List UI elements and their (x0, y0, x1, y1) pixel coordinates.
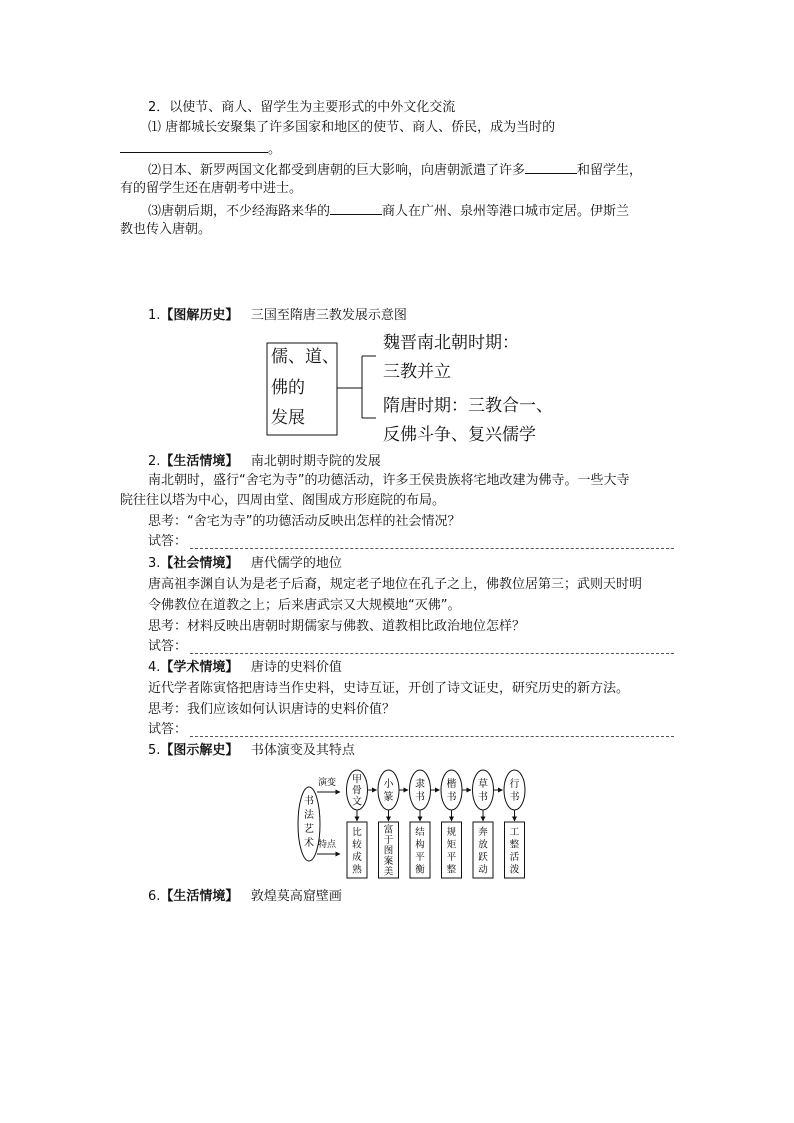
item-6-heading (148, 888, 342, 906)
item-3-text-2: 令佛教位在道教之上；后来唐武宗又大规模地“灭佛”。 (148, 598, 461, 613)
feature-char: 美 (383, 866, 394, 878)
paragraph-3-text-a: ⑶唐朝后期，不少经海路来华的 (148, 204, 331, 219)
diagram-branch-3: 隋唐时期：三教合一、 (383, 396, 553, 416)
item-number: 6. (148, 889, 161, 904)
feature-char: 熟 (352, 864, 362, 876)
feature-char: 成 (352, 851, 362, 863)
script-char: 书 (415, 792, 425, 803)
item-2-text-1: 南北朝时，盛行“舍宅为寺”的功德活动，许多王侯贵族将宅地改建为佛寺。一些大寺 (148, 473, 630, 488)
script-char: 书 (446, 792, 457, 803)
fill-blank[interactable] (330, 201, 382, 215)
feature-char: 较 (352, 839, 362, 851)
item-tag: 【图示解史】 (160, 743, 239, 758)
script-char: 文 (352, 796, 362, 808)
feature-char: 奔 (478, 826, 488, 838)
item-tag: 【社会情境】 (160, 556, 239, 571)
feature-char: 于 (383, 835, 394, 846)
diagram-box-line-1: 儒、道、 (271, 347, 339, 367)
diagram-branch-1: 魏晋南北朝时期： (383, 333, 519, 353)
feature-char: 动 (478, 864, 488, 876)
paragraph-3-text-b: 商人在广州、泉州等港口城市定居。伊斯兰 (382, 204, 630, 219)
script-node (473, 770, 494, 810)
item-tag: 【学术情境】 (160, 660, 239, 675)
script-char: 隶 (415, 779, 425, 790)
paragraph-3-line-2: 教也传入唐朝。 (120, 222, 212, 237)
item-2-question: 思考：“舍宅为寺”的功德活动反映出怎样的社会情况？ (148, 514, 461, 529)
item-5-heading (148, 742, 355, 760)
item-title: 三国至隋唐三教发展示意图 (250, 308, 407, 323)
item-2-answer-label: 试答： (148, 534, 188, 549)
item-4-answer-label: 试答： (148, 722, 188, 737)
answer-line[interactable] (190, 653, 674, 654)
feature-char: 整 (446, 864, 457, 876)
script-node (410, 770, 431, 810)
paragraph-2-text-b: 和留学生， (577, 163, 643, 178)
paragraph-2-text-a: ⑵日本、新罗两国文化都受到唐朝的巨大影响，向唐朝派遣了许多 (148, 163, 526, 178)
feature-char: 平 (415, 851, 425, 863)
feature-char: 矩 (446, 839, 457, 851)
feature-char: 工 (509, 826, 520, 838)
item-title: 南北朝时期寺院的发展 (250, 454, 381, 469)
item-2-heading (148, 453, 381, 471)
item-3-answer-label: 试答： (148, 639, 188, 654)
feature-char: 比 (352, 826, 362, 838)
diagram-branch-2: 三教并立 (383, 362, 451, 382)
paragraph-1-line-1: ⑴ 唐都城长安聚集了许多国家和地区的使节、商人、侨民，成为当时的 (148, 120, 556, 135)
paragraph-1-line-2 (120, 139, 281, 159)
item-2-text-2: 院往往以塔为中心，四周由堂、阁围成方形庭院的布局。 (120, 493, 446, 508)
item-number: 3. (148, 556, 161, 571)
paragraph-2-line-1 (148, 160, 642, 180)
root-char: 术 (304, 838, 314, 849)
diagram-box-line-2: 佛的 (271, 378, 305, 398)
script-char: 行 (509, 779, 520, 790)
item-tag: 【生活情境】 (160, 454, 239, 469)
feature-char: 结 (415, 826, 425, 838)
script-node (441, 770, 462, 810)
evolve-label: 演变 (318, 778, 337, 788)
feature-char: 构 (415, 839, 425, 851)
script-char: 楷 (446, 779, 457, 790)
item-title: 唐代儒学的地位 (250, 556, 342, 571)
feature-char: 泼 (509, 864, 520, 876)
script-node (504, 770, 525, 810)
feature-label: 特点 (318, 840, 337, 850)
script-char: 书 (478, 792, 488, 803)
script-char: 篆 (383, 792, 394, 803)
feature-char: 衡 (415, 864, 425, 876)
item-tag: 【图解历史】 (160, 308, 239, 323)
item-4-question: 思考：我们应该如何认识唐诗的史料价值？ (148, 702, 396, 717)
fill-blank[interactable] (120, 139, 268, 153)
feature-char: 图 (383, 845, 394, 857)
item-number: 4. (148, 660, 161, 675)
feature-char: 富 (383, 824, 394, 836)
feature-char: 平 (446, 851, 457, 863)
script-char: 甲 (352, 774, 362, 786)
section-heading: 2．以使节、商人、留学生为主要形式的中外文化交流 (148, 100, 456, 115)
item-title: 唐诗的史料价值 (250, 660, 342, 675)
paragraph-3-line-1 (148, 201, 629, 221)
item-title: 书体演变及其特点 (250, 743, 355, 758)
item-tag: 【生活情境】 (160, 889, 239, 904)
item-4-heading (148, 659, 342, 677)
calligraphy-evolution-diagram (290, 764, 530, 882)
period-text: 。 (268, 142, 282, 157)
item-4-text-1: 近代学者陈寅恪把唐诗当作史料，史诗互证，开创了诗文证史，研究历史的新方法。 (148, 681, 630, 696)
script-char: 书 (509, 792, 520, 803)
root-char: 艺 (304, 824, 314, 835)
paragraph-2-line-2: 有的留学生还在唐朝考中进士。 (120, 181, 303, 196)
item-number: 5. (148, 743, 161, 758)
feature-char: 活 (509, 851, 520, 863)
feature-char: 规 (446, 826, 457, 838)
item-3-question: 思考：材料反映出唐朝时期儒家与佛教、道教相比政治地位怎样？ (148, 619, 526, 634)
item-3-text-1: 唐高祖李渊自认为是老子后裔，规定老子地位在孔子之上，佛教位居第三；武则天时明 (148, 577, 643, 592)
answer-line[interactable] (190, 548, 674, 549)
item-3-heading (148, 555, 342, 573)
root-char: 书 (304, 796, 314, 807)
item-number: 2. (148, 454, 161, 469)
feature-char: 案 (383, 856, 394, 867)
script-char: 骨 (352, 785, 362, 797)
feature-char: 跃 (478, 851, 488, 863)
item-1-heading (148, 307, 407, 325)
script-char: 草 (478, 779, 488, 790)
item-number: 1. (148, 308, 161, 323)
script-node (378, 770, 399, 810)
script-char: 小 (383, 779, 394, 790)
feature-char: 整 (509, 839, 520, 851)
diagram-box-line-3: 发展 (271, 408, 305, 428)
diagram-branch-4: 反佛斗争、复兴儒学 (383, 425, 536, 445)
item-title: 敦煌莫高窟壁画 (250, 889, 342, 904)
root-char: 法 (304, 810, 314, 821)
fill-blank[interactable] (525, 160, 577, 174)
answer-line[interactable] (190, 736, 674, 737)
feature-char: 放 (478, 839, 488, 851)
